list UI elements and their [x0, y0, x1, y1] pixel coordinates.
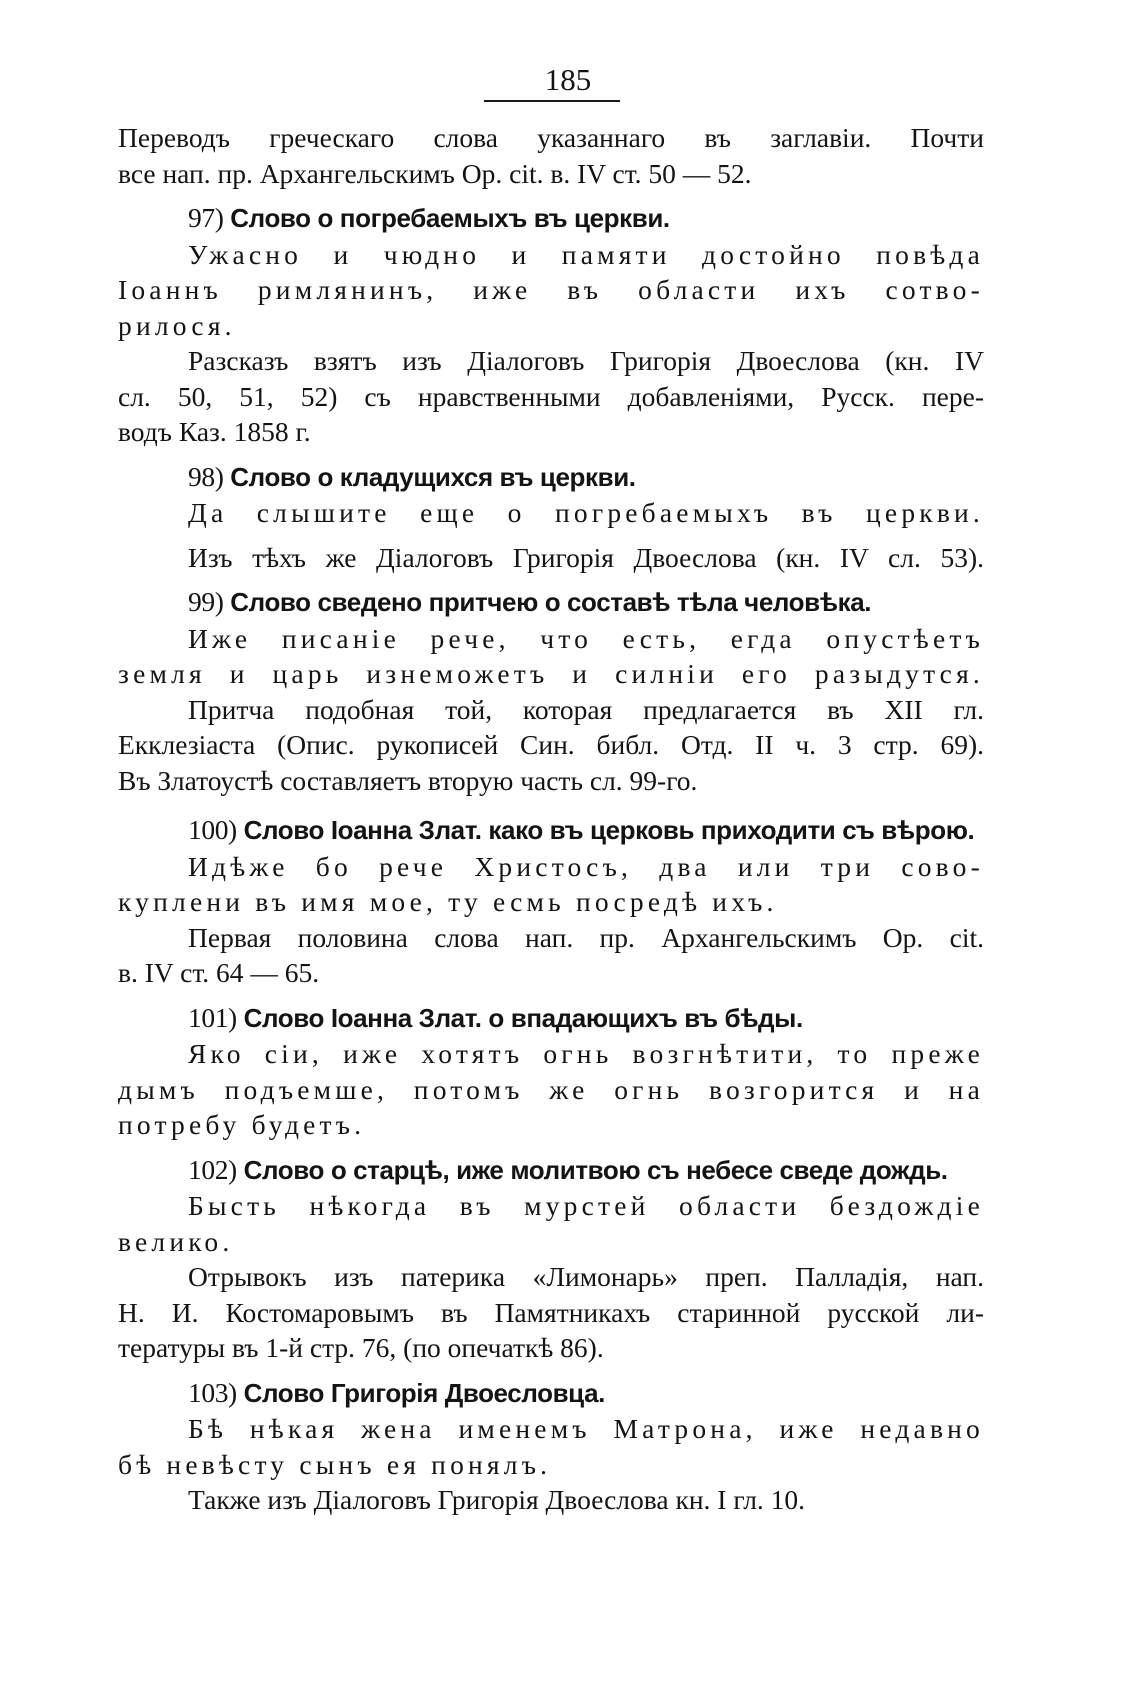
entry-number: 97) — [188, 202, 224, 233]
entry-heading — [118, 584, 984, 621]
incipit-line: бѣ невѣсту сынъ ея понялъ. — [118, 1448, 552, 1480]
entry-title: Слово Іоанна Злат. како въ церковь приходити съ вѣрою. — [243, 815, 975, 845]
entry-title: Слово Григорія Двоесловца. — [243, 1377, 605, 1408]
incipit-line: велико. — [118, 1225, 234, 1257]
note-line: Н. И. Костомаровымъ въ Памятникахъ старинной русской ли- — [118, 1296, 984, 1328]
entry-heading — [118, 1000, 984, 1037]
note-line: Отрывокъ изъ патерика «Лимонарь» преп. Палладія, нап. — [188, 1261, 984, 1292]
entry-number: 99) — [188, 586, 224, 617]
entry-97 — [118, 200, 984, 450]
entry-100 — [118, 812, 984, 991]
incipit-line: Бысть нѣкогда въ мурстей области бездождіе — [188, 1190, 984, 1221]
note-line: Екклезіаста (Опис. рукописей Син. библ. Отд. II ч. 3 стр. 69). — [118, 729, 984, 760]
incipit-line: потребу будетъ. — [118, 1109, 366, 1140]
incipit-line: рилося. — [118, 309, 236, 341]
note-line: тературы въ 1-й стр. 76, (по опечаткѣ 86). — [118, 1332, 604, 1363]
entry-number: 98) — [188, 460, 224, 492]
entry-title: Слово сведено притчею о составѣ тѣла человѣка. — [230, 587, 872, 617]
entry-number: 102) — [188, 1153, 237, 1185]
note-line: Притча подобная той, которая предлагается въ XII гл. — [188, 693, 984, 725]
entry-title: Слово о погребаемыхъ въ церкви. — [230, 203, 670, 233]
note-line: в. IV ст. 64 — 65. — [118, 957, 320, 988]
page-number: 185 — [544, 62, 592, 97]
entry-101 — [118, 1000, 984, 1143]
intro-line: Переводъ греческаго слова указаннаго въ заглавіи. Почти — [118, 122, 984, 153]
entry-number: 100) — [188, 814, 237, 845]
entry-99 — [118, 584, 984, 798]
incipit-line: Бѣ нѣкая жена именемъ Матрона, иже недавно — [188, 1413, 984, 1444]
note-line: Разсказъ взятъ изъ Діалоговъ Григорія Двоеслова (кн. IV — [188, 345, 984, 376]
incipit-line: Идѣже бо рече Христосъ, два или три сово- — [188, 850, 984, 882]
book-page — [118, 62, 984, 1518]
incipit-line: дымъ подъемше, потомъ же огнь возгорится и на — [118, 1073, 984, 1105]
entry-heading — [118, 200, 984, 237]
incipit-line: Ужасно и чюдно и памяти достойно повѣда — [188, 238, 984, 270]
incipit-line: Иже писаніе рече, что есть, егда опустѣетъ — [188, 622, 984, 654]
entry-title: Слово о старцѣ, иже молитвою съ небесе сведе дождь. — [243, 1154, 948, 1185]
entry-heading — [118, 459, 984, 496]
note-line: Изъ тѣхъ же Діалоговъ Григорія Двоеслова (кн. IV сл. 53). — [188, 541, 984, 573]
entry-title: Слово Іоанна Злат. о впадающихъ въ бѣды. — [243, 1002, 803, 1033]
entry-103 — [118, 1375, 984, 1518]
page-number-rule — [484, 100, 620, 102]
incipit-line: Яко сіи, иже хотятъ огнь возгнѣтити, то преже — [188, 1038, 984, 1069]
note-line: водъ Каз. 1858 г. — [118, 416, 311, 447]
intro-paragraph — [118, 120, 984, 191]
entry-102 — [118, 1152, 984, 1366]
note-line: Первая половина слова нап. пр. Архангельскимъ Op. cit. — [188, 921, 984, 953]
intro-line: все нап. пр. Архангельскимъ Op. cit. в. IV ст. 50 — 52. — [118, 157, 752, 189]
entry-98 — [118, 459, 984, 576]
entry-number: 101) — [188, 1001, 237, 1033]
note-line: сл. 50, 51, 52) съ нравственными добавленіями, Русск. пере- — [118, 380, 984, 412]
incipit-line: Да слышите еще о погребаемыхъ въ церкви. — [188, 497, 984, 528]
entry-heading — [118, 1375, 984, 1412]
incipit-line: земля и царь изнеможетъ и силніи его разыдутся. — [118, 658, 984, 689]
note-line: Въ Златоустѣ составляетъ вторую часть сл. 99-го. — [118, 764, 698, 796]
entry-heading — [118, 812, 984, 849]
entry-number: 103) — [188, 1376, 237, 1408]
incipit-line: Іоаннъ римлянинъ, иже въ области ихъ сотво- — [118, 274, 984, 305]
incipit-line: куплени въ имя мое, ту есмь посредѣ ихъ. — [118, 886, 778, 917]
note-line: Также изъ Діалоговъ Григорія Двоеслова кн. I гл. 10. — [188, 1484, 806, 1515]
entry-title: Слово о кладущихся въ церкви. — [230, 461, 636, 492]
entry-heading — [118, 1152, 984, 1189]
